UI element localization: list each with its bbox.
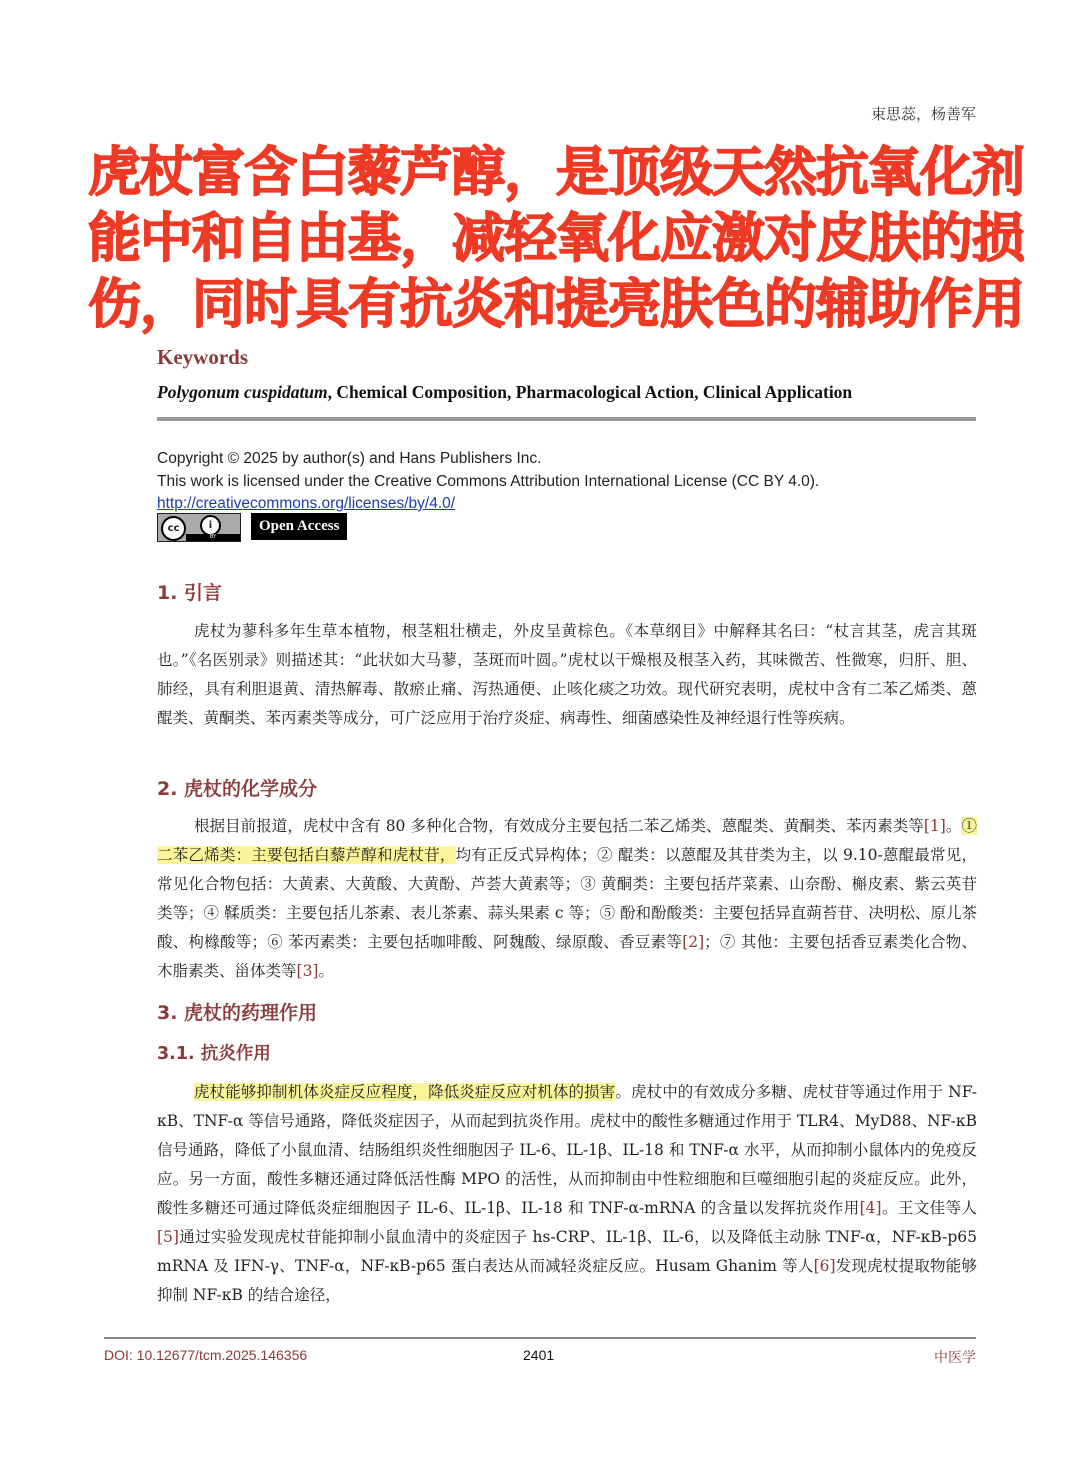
text-span: 。: [318, 962, 334, 980]
citation-link[interactable]: [1]: [923, 817, 946, 835]
copyright-block: [157, 448, 819, 516]
text-span: 通过实验发现虎杖苷能抑制小鼠血清中的炎症因子 hs-CRP、IL-1β、IL-6，以及降低主动脉 TNF-α，NF-κB-p65 mRNA 及 IFN-γ、TNF-α，NF-κB-p65 蛋白表达从而减轻炎症反应。Husam Ghanim 等人: [157, 1228, 977, 1275]
keywords-list: [157, 382, 852, 403]
open-access-badge[interactable]: Open Access: [251, 513, 347, 540]
text-span: 。: [945, 817, 962, 835]
paragraph: [157, 812, 977, 986]
paragraph: [157, 1078, 977, 1310]
section-divider: [157, 417, 976, 421]
license-line: This work is licensed under the Creative Commons Attribution International License (CC BY 4.0).: [157, 472, 820, 490]
keyword-latin-name: Polygonum cuspidatum: [157, 382, 328, 402]
overlay-title: [88, 140, 1048, 338]
text-span: 。虎杖中的有效成分多糖、虎杖苷等通过作用于 NF-κB、TNF-α 等信号通路，降低炎症因子，从而起到抗炎作用。虎杖中的酸性多糖通过作用于 TLR4、MyD88、NF-κB 信号通路，降低了小鼠血清、结肠组织炎性细胞因子 IL-6、IL-1β、IL-18 和 TNF-α 水平，从而抑制小鼠体内的免疫反应。另一方面，酸性多糖还通过降低活性酶 MPO 的活性，从而抑制由中性粒细胞和巨噬细胞引起的炎症反应。此外，酸性多糖还可通过降低炎症细胞因子 IL-6、IL-1β、IL-18 和 TNF-α-mRNA 的含量以发挥抗炎作用: [157, 1083, 977, 1217]
paragraph: 虎杖为蓼科多年生草本植物，根茎粗壮横走，外皮呈黄棕色。《本草纲目》中解释其名曰：“杖言其茎，虎言其斑也。”《名医别录》则描述其：“此状如大马蓼，茎斑而叶圆。”虎杖以干燥根及根茎入药，其味微苦、性微寒，归肝、胆、肺经，具有利胆退黄、清热解毒、散瘀止痛、泻热通便、止咳化痰之功效。现代研究表明，虎杖中含有二苯乙烯类、蒽醌类、黄酮类、苯丙素类等成分，可广泛应用于治疗炎症、病毒性、细菌感染性及神经退行性等疾病。: [157, 622, 977, 727]
copyright-line: Copyright © 2025 by author(s) and Hans Publishers Inc.: [157, 450, 542, 467]
overlay-title-line: 伤，同时具有抗炎和提亮肤色的辅助作用: [88, 274, 1024, 335]
citation-link[interactable]: [5]: [157, 1228, 179, 1246]
text-span: 。王文佳等人: [881, 1199, 977, 1217]
keywords-rest: , Chemical Composition, Pharmacological Action, Clinical Application: [327, 382, 853, 402]
authors: 束思蕊，杨善军: [870, 105, 976, 123]
text-span: 根据目前报道，虎杖中含有 80 多种化合物，有效成分主要包括二苯乙烯类、蒽醌类、黄酮类、苯丙素类等: [194, 817, 924, 835]
citation-link[interactable]: [2]: [682, 933, 705, 951]
section-heading: 1. 引言: [157, 582, 223, 604]
journal-name: 中医学: [934, 1349, 976, 1365]
text-span: ；⑦ 其他：主要包括香豆素类化合物、木脂素类、甾体类等: [157, 933, 977, 980]
cc-by-badge[interactable]: [157, 513, 241, 542]
doi-label: DOI: 10.12677/tcm.2025.146356: [104, 1347, 308, 1363]
by-label: BY: [186, 534, 240, 541]
footer-divider: [104, 1337, 976, 1339]
overlay-title-line: 虎杖富含白藜芦醇，是顶级天然抗氧化剂: [88, 142, 1024, 203]
highlighted-text: ① 二苯乙烯类：主要包括白藜芦醇和虎杖苷，: [157, 817, 977, 864]
citation-link[interactable]: [4]: [859, 1199, 882, 1217]
overlay-title-line: 能中和自由基，减轻氧化应激对皮肤的损: [88, 208, 1024, 269]
subsection-heading: 3.1. 抗炎作用: [157, 1044, 271, 1064]
keywords-heading: Keywords: [157, 345, 248, 369]
section-heading: 2. 虎杖的化学成分: [157, 778, 318, 800]
text-span: 均有正反式异构体；② 醌类：以蒽醌及其苷类为主，以 9.10-蒽醌最常见，常见化合物包括：大黄素、大黄酸、大黄酚、芦荟大黄素等；③ 黄酮类：主要包括芹菜素、山奈酚、槲皮素、紫云英苷类等；④ 鞣质类：主要包括儿茶素、表儿茶素、蒜头果素 c 等；⑤ 酚和酚酸类：主要包括异直蒴苔苷、决明松、原儿茶酸、枸橼酸等；⑥ 苯丙素类：主要包括咖啡酸、阿魏酸、绿原酸、香豆素等: [157, 846, 977, 951]
page-number: 2401: [523, 1347, 555, 1363]
citation-link[interactable]: [6]: [813, 1257, 836, 1275]
text-span: 发现虎杖提取物能够抑制 NF-κB 的结合途径，: [157, 1257, 977, 1304]
citation-link[interactable]: [3]: [296, 962, 319, 980]
section-heading: 3. 虎杖的药理作用: [157, 1002, 318, 1024]
license-link[interactable]: http://creativecommons.org/licenses/by/4.0/: [157, 495, 456, 512]
attribution-icon: i: [200, 515, 221, 536]
cc-icon: cc: [161, 516, 186, 541]
license-badges: [157, 513, 347, 542]
highlighted-text: 虎杖能够抑制机体炎症反应程度，降低炎症反应对机体的损害: [194, 1083, 616, 1101]
